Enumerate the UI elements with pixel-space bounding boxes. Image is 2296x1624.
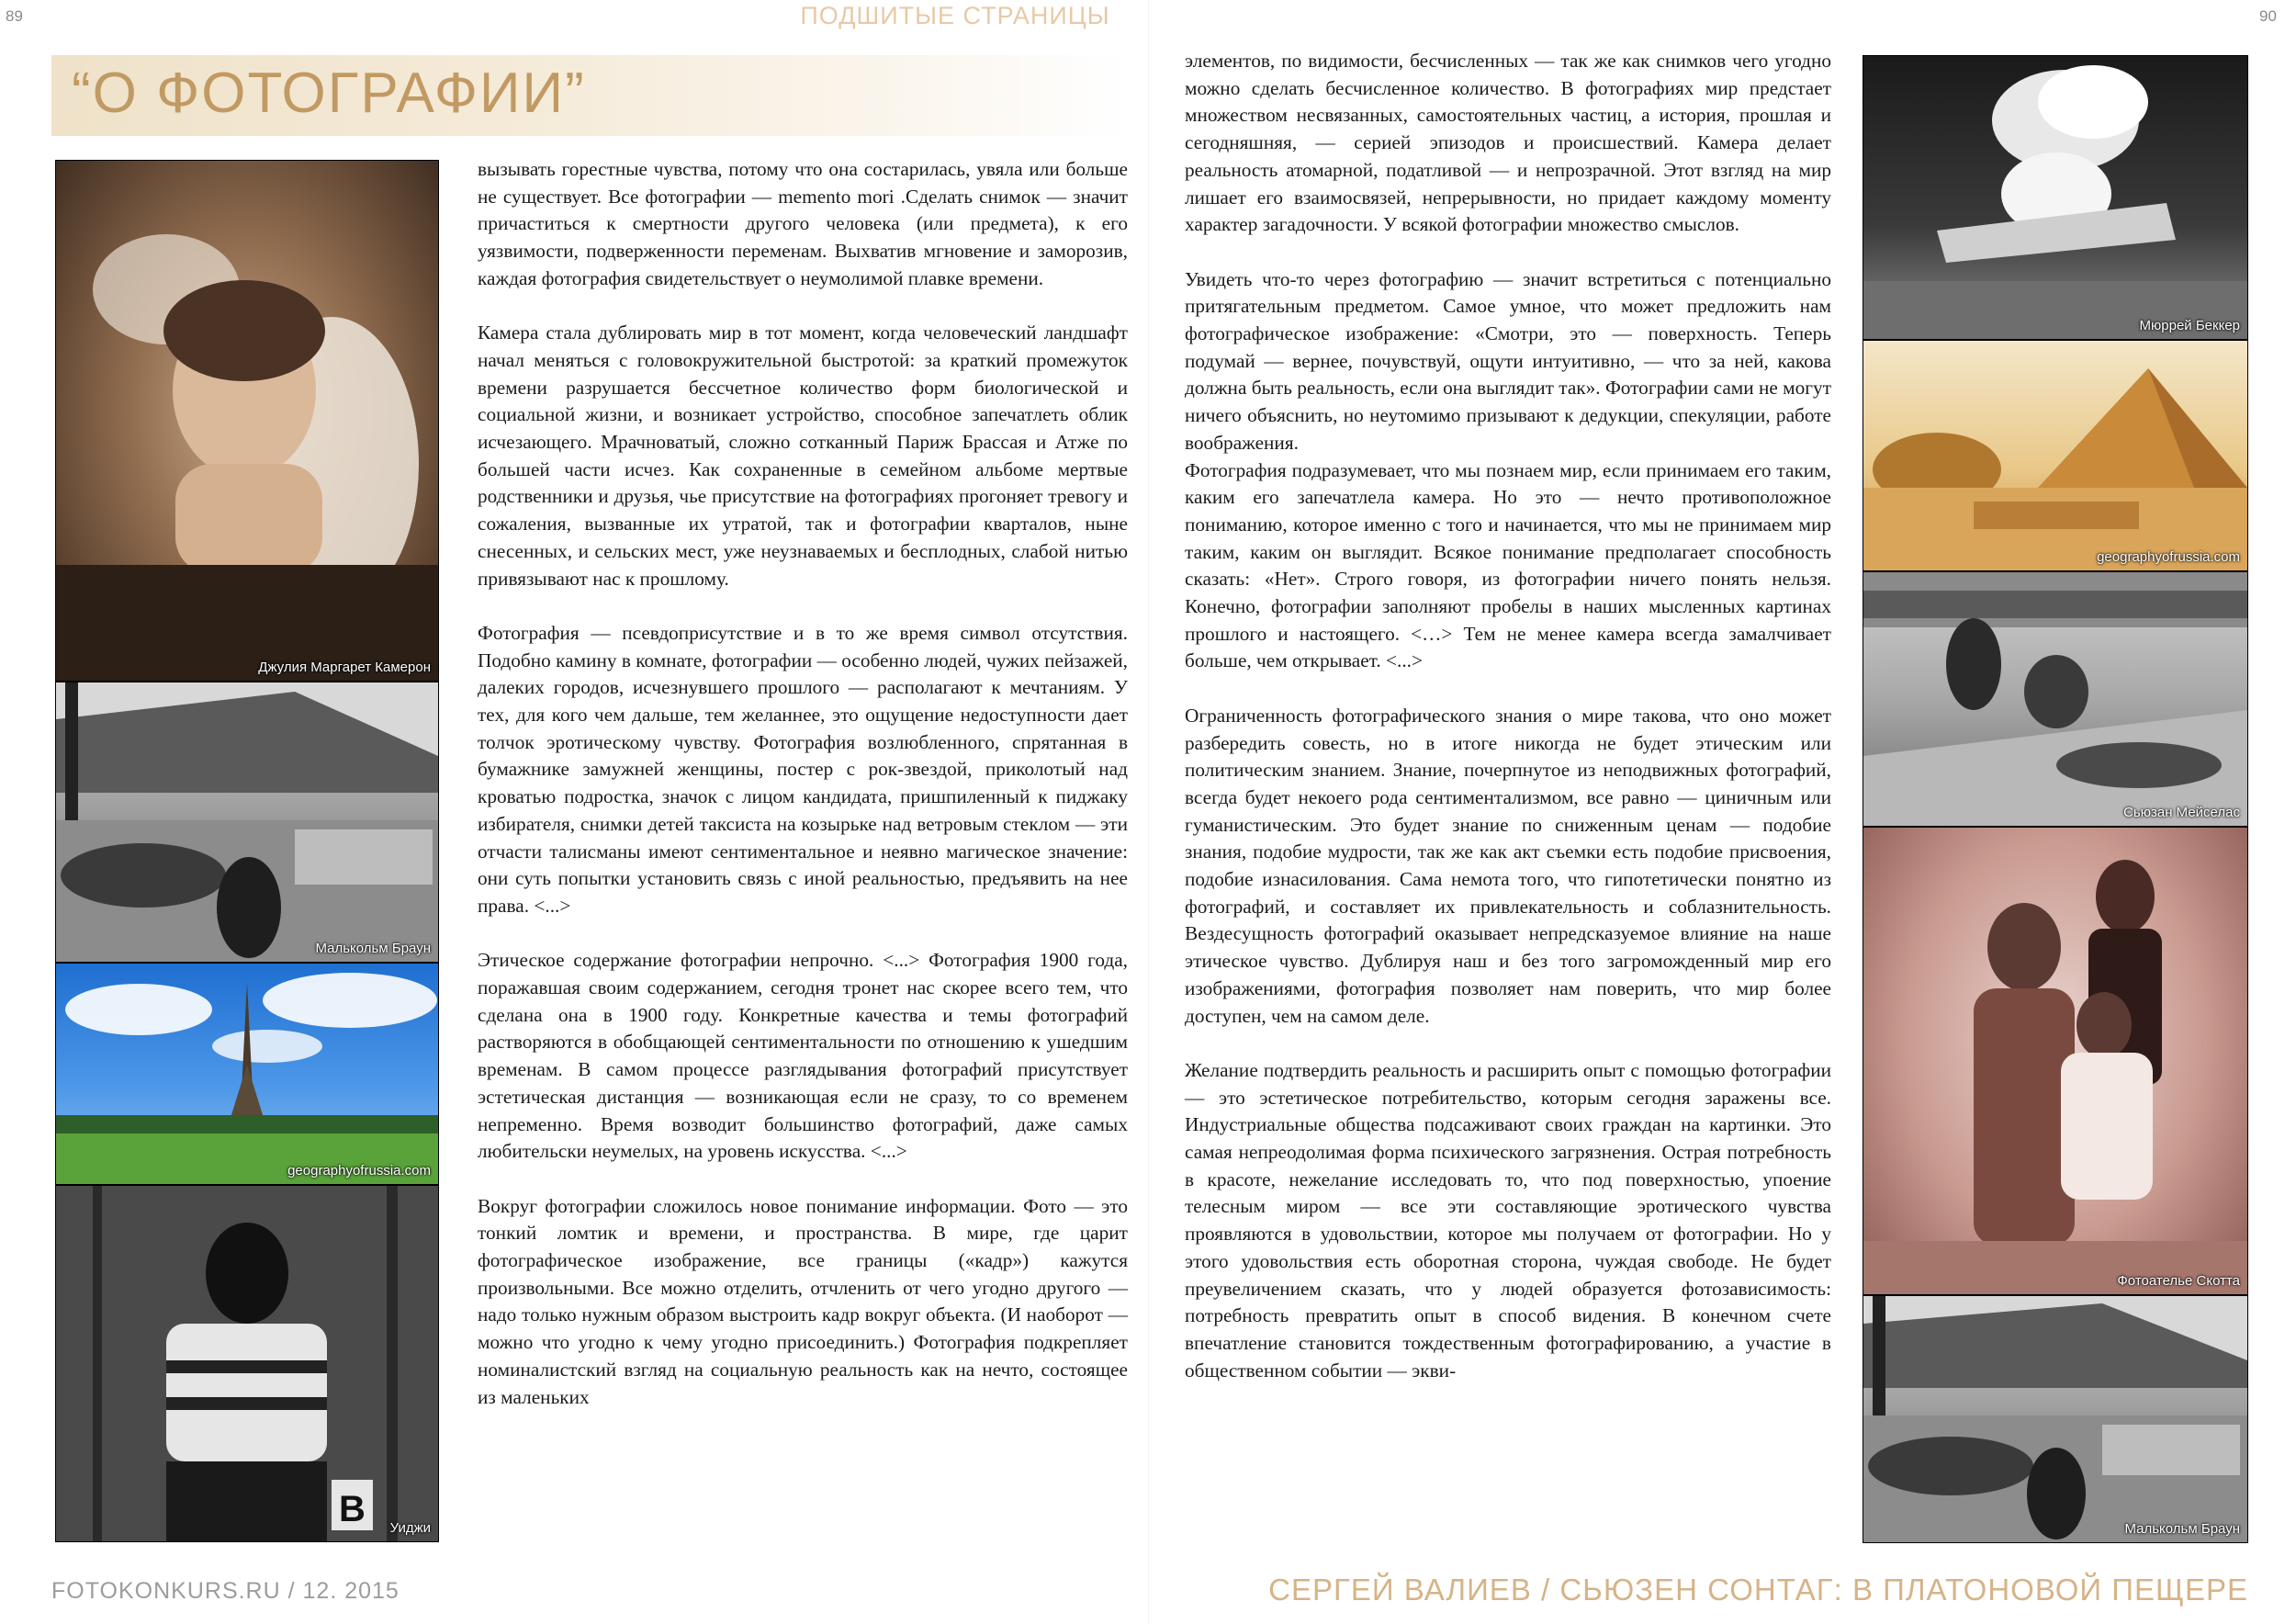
monk-illustration-right xyxy=(1863,1296,2247,1542)
page-number-right: 90 xyxy=(2259,7,2277,25)
field-illustration xyxy=(1863,572,2247,826)
monk-illustration-left xyxy=(56,682,438,962)
photo-eiffel xyxy=(55,963,439,1185)
left-column xyxy=(478,156,1128,1411)
photo-angel xyxy=(55,160,439,682)
photo-pyramids xyxy=(1863,340,2248,571)
caption-eiffel: geographyofrussia.com xyxy=(287,1163,431,1179)
footer-left: FOTOKONKURS.RU / 12. 2015 xyxy=(51,1578,400,1604)
caption-family: Фотоателье Скотта xyxy=(2117,1273,2240,1289)
angel-illustration xyxy=(56,161,438,681)
caption-pyramids: geographyofrussia.com xyxy=(2097,549,2240,565)
photo-electric-chair xyxy=(55,1185,439,1542)
paragraph: Фотография — псевдоприсутствие и в то же время символ отсутствия. Подобно камину в комнате, фотографии — особенно людей, чужих пейзажей, далеких городов, исчезнувшего прошлого — располагают к мечтаниям. У тех, для кого чем дальше, тем желаннее, это ощущение недоступности дает толчок эротическому чувству. Фотография возлюбленного, спрятанная в бумажнике замужней женщины, постер с рок-звездой, приколотый над кроватью подростка, значок с лицом кандидата, пришпиленный к пиджаку избирателя, снимки детей таксиста на козырьке над ветровым стеклом — эти отчасти талисманы имеют сентиментальное и неявно магическое значение: они суть попытки установить связь с иной реальностью, предъявить на нее права. <...> xyxy=(478,621,1128,917)
caption-monk-left: Малькольм Браун xyxy=(315,941,431,956)
paragraph: вызывать горестные чувства, потому что она состарилась, увяла или больше не существует. Все фотографии — memento mori .Сделать снимок — значит причаститься к смертности другого человека (или предмета), к его уязвимости, подверженности переменам. Выхватив мгновение и заморозив, каждая фотография свидетельствует о неумолимой плавке времени. xyxy=(478,158,1128,289)
caption-chair: Уиджи xyxy=(389,1520,431,1536)
paragraph: элементов, по видимости, бесчисленных — так же как снимков чего угодно можно сделать бесчисленное количество. В фотографиях мир предстает множеством несвязанных, самостоятельных частиц, а история, прошлая и сегодняшняя, — серией эпизодов и происшествий. Камера делает реальность атомарной, податливой — и непрозрачной. Этот взгляд на мир лишает его взаимосвязей, непрерывности, но придает каждому моменту характер загадочности. У всякой фотографии множество смыслов. xyxy=(1185,50,1831,236)
photo-field xyxy=(1863,571,2248,827)
footer-right: СЕРГЕЙ ВАЛИЕВ / СЬЮЗЕН СОНТАГ: В ПЛАТОНОВОЙ ПЕЩЕРЕ xyxy=(1268,1573,2248,1607)
photo-family xyxy=(1863,827,2248,1295)
paragraph: Ограниченность фотографического знания о мире такова, что оно может разбередить совесть, но в итоге никогда не будет этическим или политическим знанием. Знание, почерпнутое из неподвижных фотографий, всегда будет некоего рода сентиментализмом, все равно — циничным или гуманистическим. Это будет знание по сниженным ценам — подобие знания, подобие мудрости, так же как акт съемки есть подобие присвоения, подобие изнасилования. Сама немота того, что гипотетически понятно из фотографий, и составляет их привлекательность и соблазнительность. Вездесущность фотографий оказывает непредсказуемое влияние на наше этическое чувство. Дублируя наш и без того загроможденный мир его изображениями, фотография позволяет нам поверить, что мир более доступен, чем на самом деле. xyxy=(1185,704,1831,1027)
spread-gutter xyxy=(1148,0,1149,1624)
paragraph: Этическое содержание фотографии непрочно. <...> Фотография 1900 года, поражавшая своим содержанием, сегодня тронет нас скорее всего тем, что сделана она в 1900 году. Конкретные качества и темы фотографий растворяются в обобщающей сентиментальности по отношению к ушедшим временам. В самом процессе разглядывания фотографий присутствует эстетическая дистанция — возникающая если не сразу, то со временем непременно. Время возводит большинство фотографий, даже самых любительски неумелых, на уровень искусства. <...> xyxy=(478,949,1128,1163)
photo-monk-left xyxy=(55,682,439,963)
pyramids-illustration xyxy=(1863,341,2247,570)
running-header: ПОДШИТЫЕ СТРАНИЦЫ xyxy=(800,2,1110,29)
photo-zeppelin xyxy=(1863,55,2248,340)
eiffel-illustration xyxy=(56,964,438,1184)
right-column xyxy=(1185,48,1831,1384)
photo-monk-right xyxy=(1863,1295,2248,1543)
caption-zeppelin: Мюррей Беккер xyxy=(2139,318,2240,333)
svg-text:B: B xyxy=(339,1489,366,1529)
chair-illustration xyxy=(56,1186,438,1541)
family-illustration xyxy=(1863,828,2247,1294)
paragraph: Вокруг фотографии сложилось новое понимание информации. Фото — это тонкий ломтик и времени, и пространства. В мире, где царит фотографическое изображение, все границы («кадр») кажутся произвольными. Все можно отделить, отчленить от чего угодно другого — надо только нужным образом выстроить кадр вокруг объекта. (И наоборот — можно что угодно к чему угодно присоединить.) Фотография подкрепляет номиналистский взгляд на социальную реальность как на нечто, состоящее из маленьких xyxy=(478,1194,1128,1408)
page-number-left: 89 xyxy=(6,7,23,25)
paragraph: Увидеть что-то через фотографию — значит встретиться с потенциально притягательным предметом. Самое умное, что может предложить нам фотографическое изображение: «Смотри, это — поверхность. Теперь подумай — вернее, почувствуй, ощути интуитивно, — что за ней, какова должна быть реальность, если она выглядит так». Фотографии сами не могут ничего объяснить, но неутомимо призывают к дедукции, спекуляции, работе воображения. xyxy=(1185,267,1831,454)
caption-angel: Джулия Маргарет Камерон xyxy=(258,660,431,675)
zeppelin-illustration xyxy=(1863,56,2247,339)
paragraph: Желание подтвердить реальность и расширить опыт с помощью фотографии — это эстетическое потребительство, которым сегодня заражены все. Индустриальные общества подсаживают своих граждан на картинки. Это самая непреодолимая форма психического загрязнения. Острая потребность в красоте, нежелание исследовать то, что под поверхностью, упоение телесным миром — все эти составляющие эротического чувства проявляются в удовольствии, которое мы получаем от фотографии. Но у этого удовольствия есть оборотная сторона, чуждая свободе. Не будет преувеличением сказать, что у людей образуется фотозависимость: потребность превратить опыт в способ видения. В конечном счете впечатление становится тождественным фотографированию, а участие в общественном событии — экви- xyxy=(1185,1058,1831,1382)
caption-monk-right: Малькольм Браун xyxy=(2124,1521,2240,1537)
paragraph: Камера стала дублировать мир в тот момент, когда человеческий ландшафт начал меняться с головокружительной быстротой: за краткий промежуток времени разрушается бессчетное количество форм биологической и социальной жизни, и возникает устройство, способное запечатлеть облик исчезающего. Мрачноватый, сложно сотканный Париж Брассая и Атже по большей части исчез. Как сохраненные в семейном альбоме мертвые родственники и друзья, чье присутствие на фотографиях прогоняет тревогу и сожаления, вызванные их утратой, так и фотографии кварталов, ныне снесенных, и сельских мест, уже неузнаваемых и бесплодных, слабой нитью привязывают нас к прошлому. xyxy=(478,321,1128,590)
caption-field: Сьюзан Мейселас xyxy=(2123,805,2240,820)
paragraph: Фотография подразумевает, что мы познаем мир, если принимаем его таким, каким его запечатлела камера. Но это — нечто противоположное пониманию, которое именно с того и начинается, что мы не принимаем мир таким, каким он выглядит. Всякое понимание предполагает способность сказать: «Нет». Строго говоря, из фотографии ничего понять нельзя. Конечно, фотографии заполняют пробелы в наших мысленных картинах прошлого и настоящего. <…> Тем не менее камера всегда замалчивает больше, чем открывает. <...> xyxy=(1185,458,1831,672)
article-title: “О ФОТОГРАФИИ” xyxy=(72,62,586,125)
